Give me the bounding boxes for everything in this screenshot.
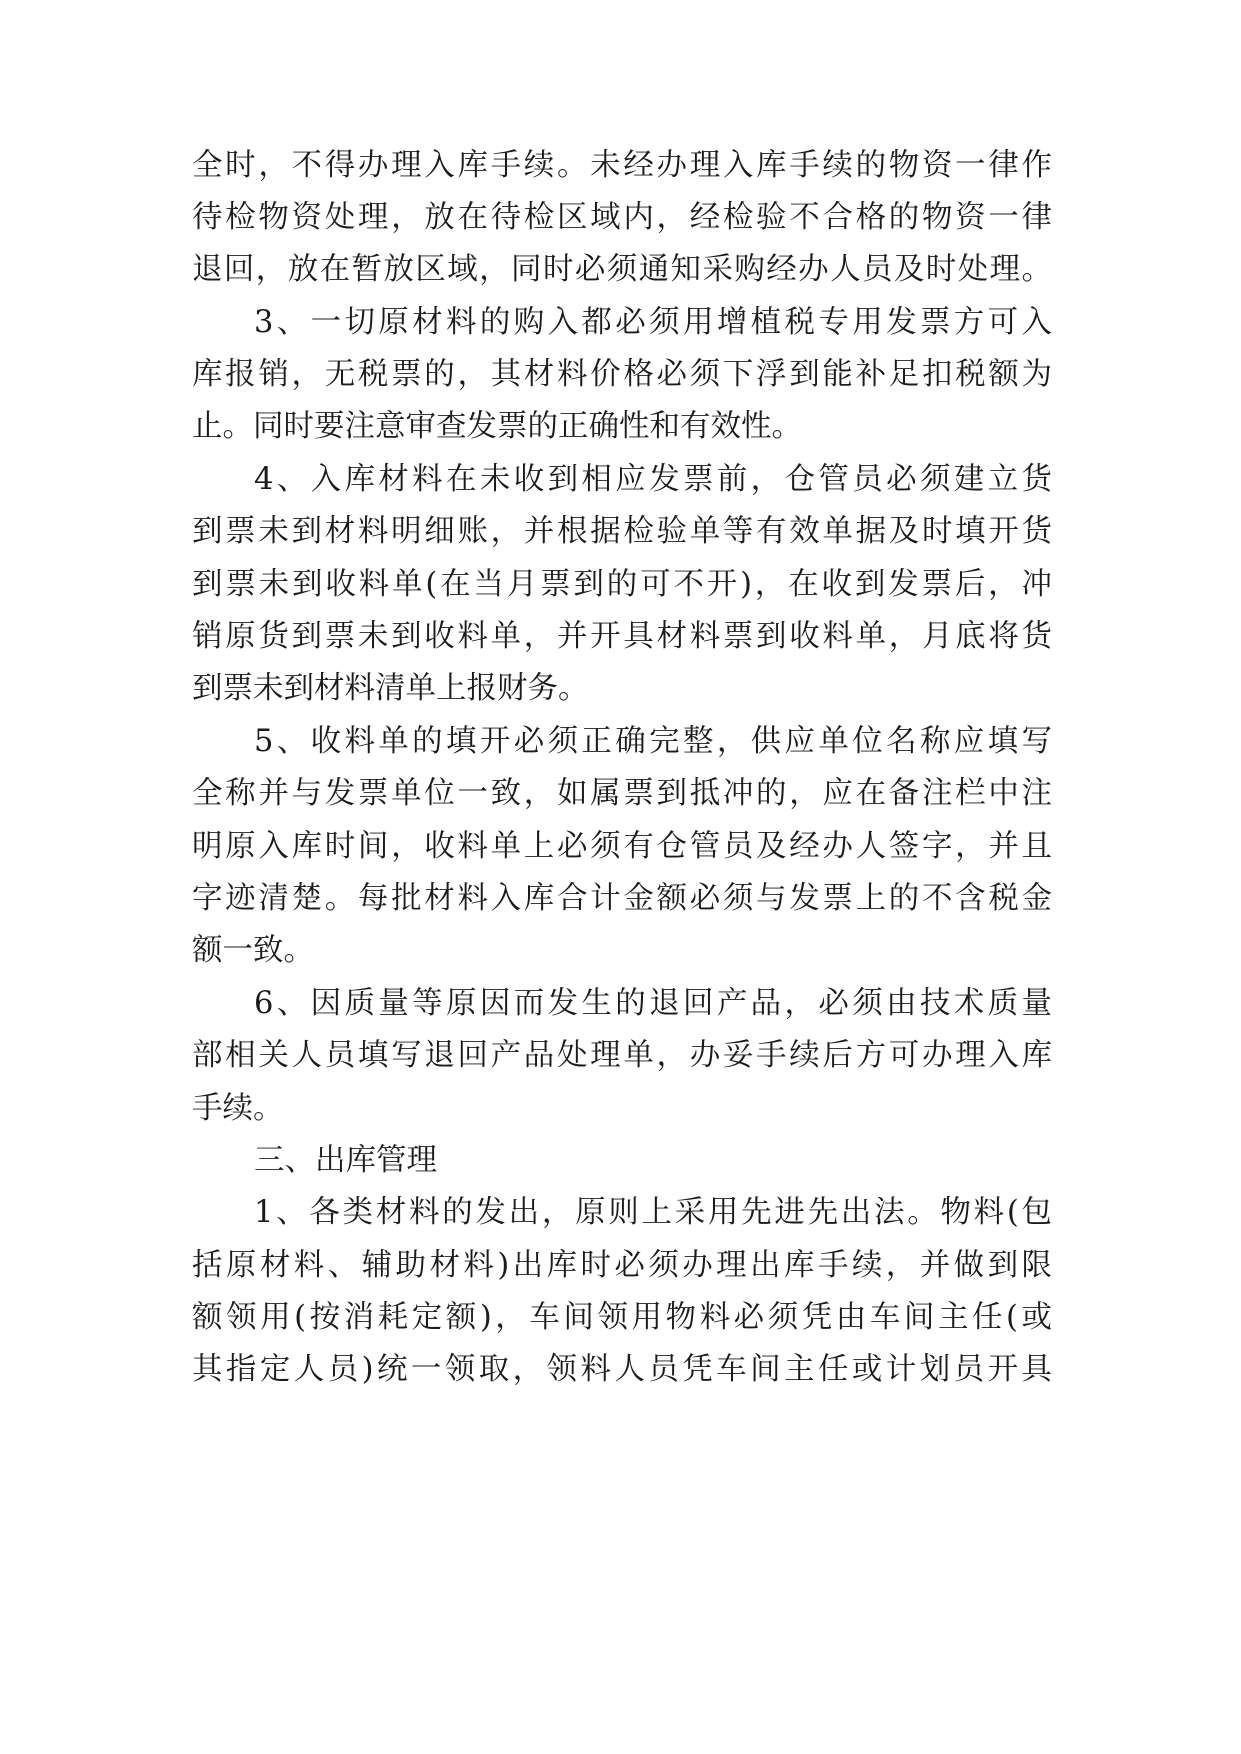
body-text-line: 到票未到收料单(在当月票到的可不开)，在收到发票后，冲 [192,567,1052,602]
body-text-line: 额领用(按消耗定额)，车间领用物料必须凭由车间主任(或 [192,1300,1052,1335]
body-text-line: 其指定人员)统一领取，领料人员凭车间主任或计划员开具 [192,1352,1052,1387]
body-text-line: 额一致。 [192,933,314,968]
body-text-line: 3、一切原材料的购入都必须用增植税专用发票方可入 [254,305,1052,340]
body-text-line: 到票未到材料清单上报财务。 [192,671,589,706]
body-text-line: 待检物资处理，放在待检区域内，经检验不合格的物资一律 [192,200,1052,235]
body-text-line: 部相关人员填写退回产品处理单，办妥手续后方可办理入库 [192,1038,1052,1073]
body-text-line: 字迹清楚。每批材料入库合计金额必须与发票上的不含税金 [192,881,1052,916]
body-text-line: 库报销，无税票的，其材料价格必须下浮到能补足扣税额为 [192,357,1052,392]
body-text-line: 全时，不得办理入库手续。未经办理入库手续的物资一律作 [192,148,1052,183]
body-text-line: 退回，放在暂放区域，同时必须通知采购经办人员及时处理。 [192,252,1052,287]
body-text-line: 销原货到票未到收料单，并开具材料票到收料单，月底将货 [192,619,1052,654]
body-text-line: 全称并与发票单位一致，如属票到抵冲的，应在备注栏中注 [192,776,1052,811]
body-text-line: 4、入库材料在未收到相应发票前，仓管员必须建立货 [254,462,1052,497]
body-text-line: 6、因质量等原因而发生的退回产品，必须由技术质量 [254,986,1052,1021]
section-heading: 三、出库管理 [254,1143,437,1178]
body-text-line: 5、收料单的填开必须正确完整，供应单位名称应填写 [254,724,1052,759]
body-text-line: 手续。 [192,1091,284,1126]
body-text-line: 明原入库时间，收料单上必须有仓管员及经办人签字，并且 [192,829,1052,864]
body-text-line: 括原材料、辅助材料)出库时必须办理出库手续，并做到限 [192,1248,1052,1283]
body-text-line: 1、各类材料的发出，原则上采用先进先出法。物料(包 [254,1195,1052,1230]
body-text-line: 到票未到材料明细账，并根据检验单等有效单据及时填开货 [192,514,1052,549]
body-text-line: 止。同时要注意审查发票的正确性和有效性。 [192,409,802,444]
